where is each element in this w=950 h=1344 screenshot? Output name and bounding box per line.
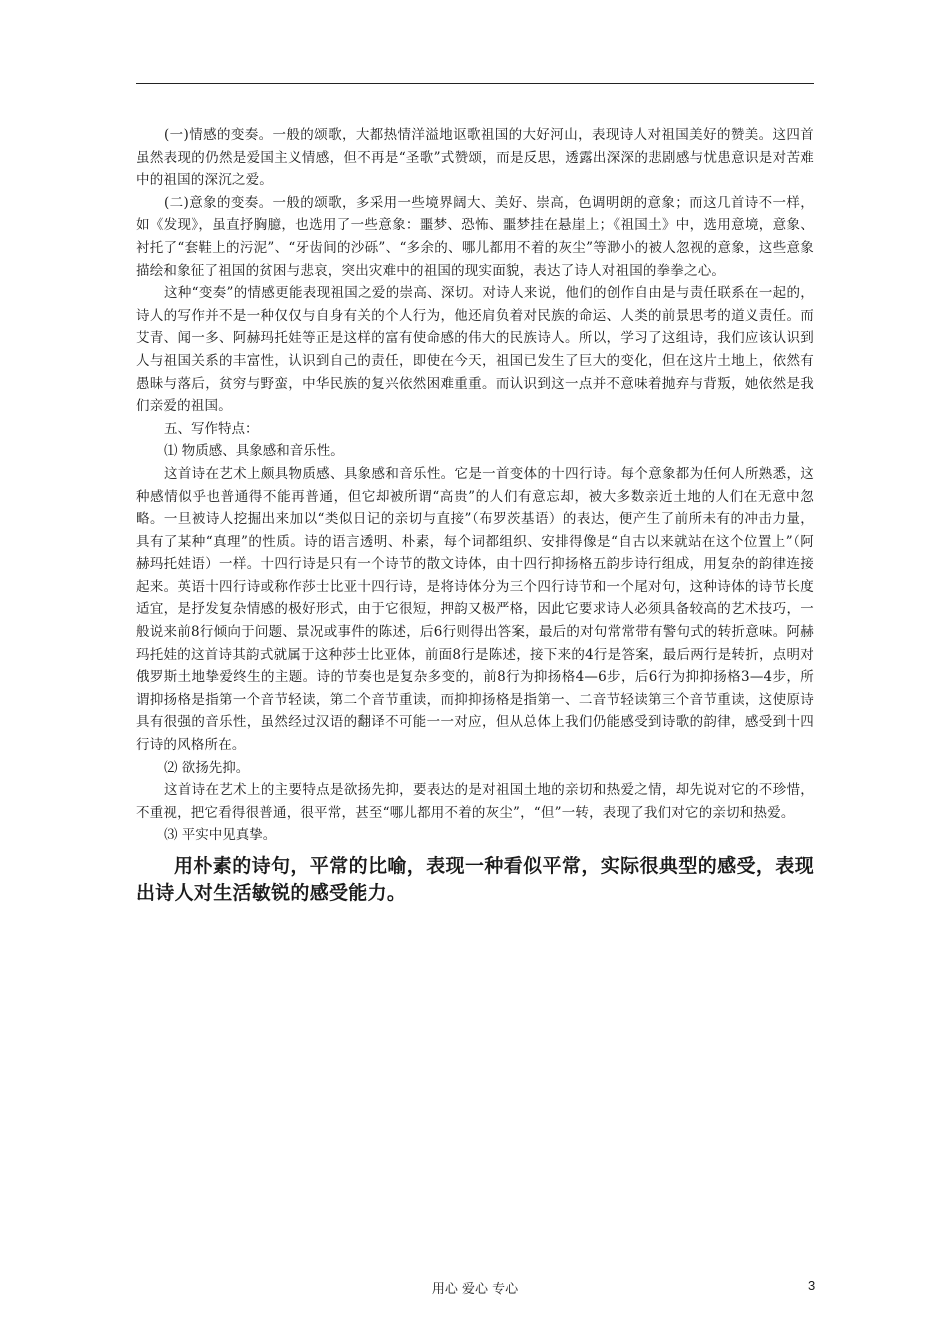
- subheading-materiality: ⑴ 物质感、具象感和音乐性。: [164, 443, 344, 460]
- header-rule: [136, 83, 814, 84]
- paragraph-imagery-variation: (二)意象的变奏。一般的颂歌，多采用一些境界阔大、美好、崇高，色调明朗的意象；而这几首诗不一样，如《发现》，虽直抒胸臆，也选用了一些意象：噩梦、恐怖、噩梦挂在悬崖上；《祖国土》中，选用意境，意象、衬托了“套鞋上的污泥”、“牙齿间的沙砾”、“多余的、哪儿都用不着的灰尘”等渺小的被人忽视的意象，这些意象描绘和象征了祖国的贫困与悲哀，突出灾难中的祖国的现实面貌，表达了诗人对祖国的拳拳之心。: [136, 194, 814, 279]
- paragraph-emotion-variation: (一)情感的变奏。一般的颂歌，大都热情洋溢地讴歌祖国的大好河山，表现诗人对祖国美好的赞美。这四首虽然表现的仍然是爱国主义情感，但不再是“圣歌”式赞颂，而是反思，透露出深深的悲剧感与忧患意识是对苦难中的祖国的深沉之爱。: [136, 127, 814, 189]
- paragraph-restraint: 这首诗在艺术上的主要特点是欲扬先抑，要表达的是对祖国土地的亲切和热爱之情，却先说对它的不珍惜，不重视，把它看得很普通，很平常，甚至“哪儿都用不着的灰尘”，“但”一转，表现了我们对它的亲切和热爱。: [136, 782, 814, 821]
- subheading-sincerity: ⑶ 平实中见真挚。: [164, 827, 277, 844]
- page-number: 3: [808, 1278, 816, 1293]
- paragraph-materiality: 这首诗在艺术上颇具物质感、具象感和音乐性。它是一首变体的十四行诗。每个意象都为任何人所熟悉，这种感情似乎也普通得不能再普通，但它却被所谓“高贵”的人们有意忘却，被大多数亲近土地的人们在无意中忽略。一旦被诗人挖掘出来加以“类似日记的亲切与直接”（布罗茨基语）的表达，便产生了前所未有的冲击力量，具有了某种“真理”的性质。诗的语言透明、朴素，每个词都组织、安排得像是“自古以来就站在这个位置上”（阿赫玛托娃语）一样。十四行诗是只有一个诗节的散文诗体，由十四行抑扬格五韵步诗行组成，用复杂的韵律连接起来。英语十四行诗或称作莎士比亚十四行诗，是将诗体分为三个四行诗节和一个尾对句，这种诗体的诗节长度适宜，是抒发复杂情感的极好形式，由于它很短，押韵又极严格，因此它要求诗人必须具备较高的艺术技巧，一般说来前8行倾向于问题、景况或事件的陈述，后6行则得出答案，最后的对句常常带有警句式的转折意味。阿赫玛托娃的这首诗其韵式就属于这种莎士比亚体，前面8行是陈述，接下来的4行是答案，最后两行是转折，点明对俄罗斯土地挚爱终生的主题。诗的节奏也是复杂多变的，前8行为抑扬格4—6步，后6行为抑抑扬格3—4步，所谓抑扬格是指第一个音节轻读，第二个音节重读，而抑抑扬格是指第一、二音节轻读第三个音节重读，这使原诗具有很强的音乐性，虽然经过汉语的翻译不可能一一对应，但从总体上我们仍能感受到诗歌的韵律，感受到十四行诗的风格所在。: [136, 465, 814, 754]
- document-body: [136, 124, 814, 907]
- section-heading-writing-features: 五、写作特点：: [164, 420, 259, 437]
- paragraph-variation-meaning: 这种“变奏”的情感更能表现祖国之爱的崇高、深切。对诗人来说，他们的创作自由是与责任联系在一起的，诗人的写作并不是一种仅仅与自身有关的个人行为，他还肩负着对民族的命运、人类的前景思考的道义责任。而艾青、闻一多、阿赫玛托娃等正是这样的富有使命感的伟大的民族诗人。所以，学习了这组诗，我们应该认识到人与祖国关系的丰富性，认识到自己的责任，即使在今天，祖国已发生了巨大的变化，但在这片土地上，依然有愚昧与落后，贫穷与野蛮，中华民族的复兴依然困难重重。而认识到这一点并不意味着抛弃与背叛，她依然是我们亲爱的祖国。: [136, 285, 814, 415]
- paragraph-sincerity: 用朴素的诗句，平常的比喻，表现一种看似平常，实际很典型的感受，表现出诗人对生活敏锐的感受能力。: [136, 855, 814, 904]
- footer-motto: 用心 爱心 专心: [431, 1282, 519, 1297]
- subheading-restraint: ⑵ 欲扬先抑。: [164, 759, 250, 776]
